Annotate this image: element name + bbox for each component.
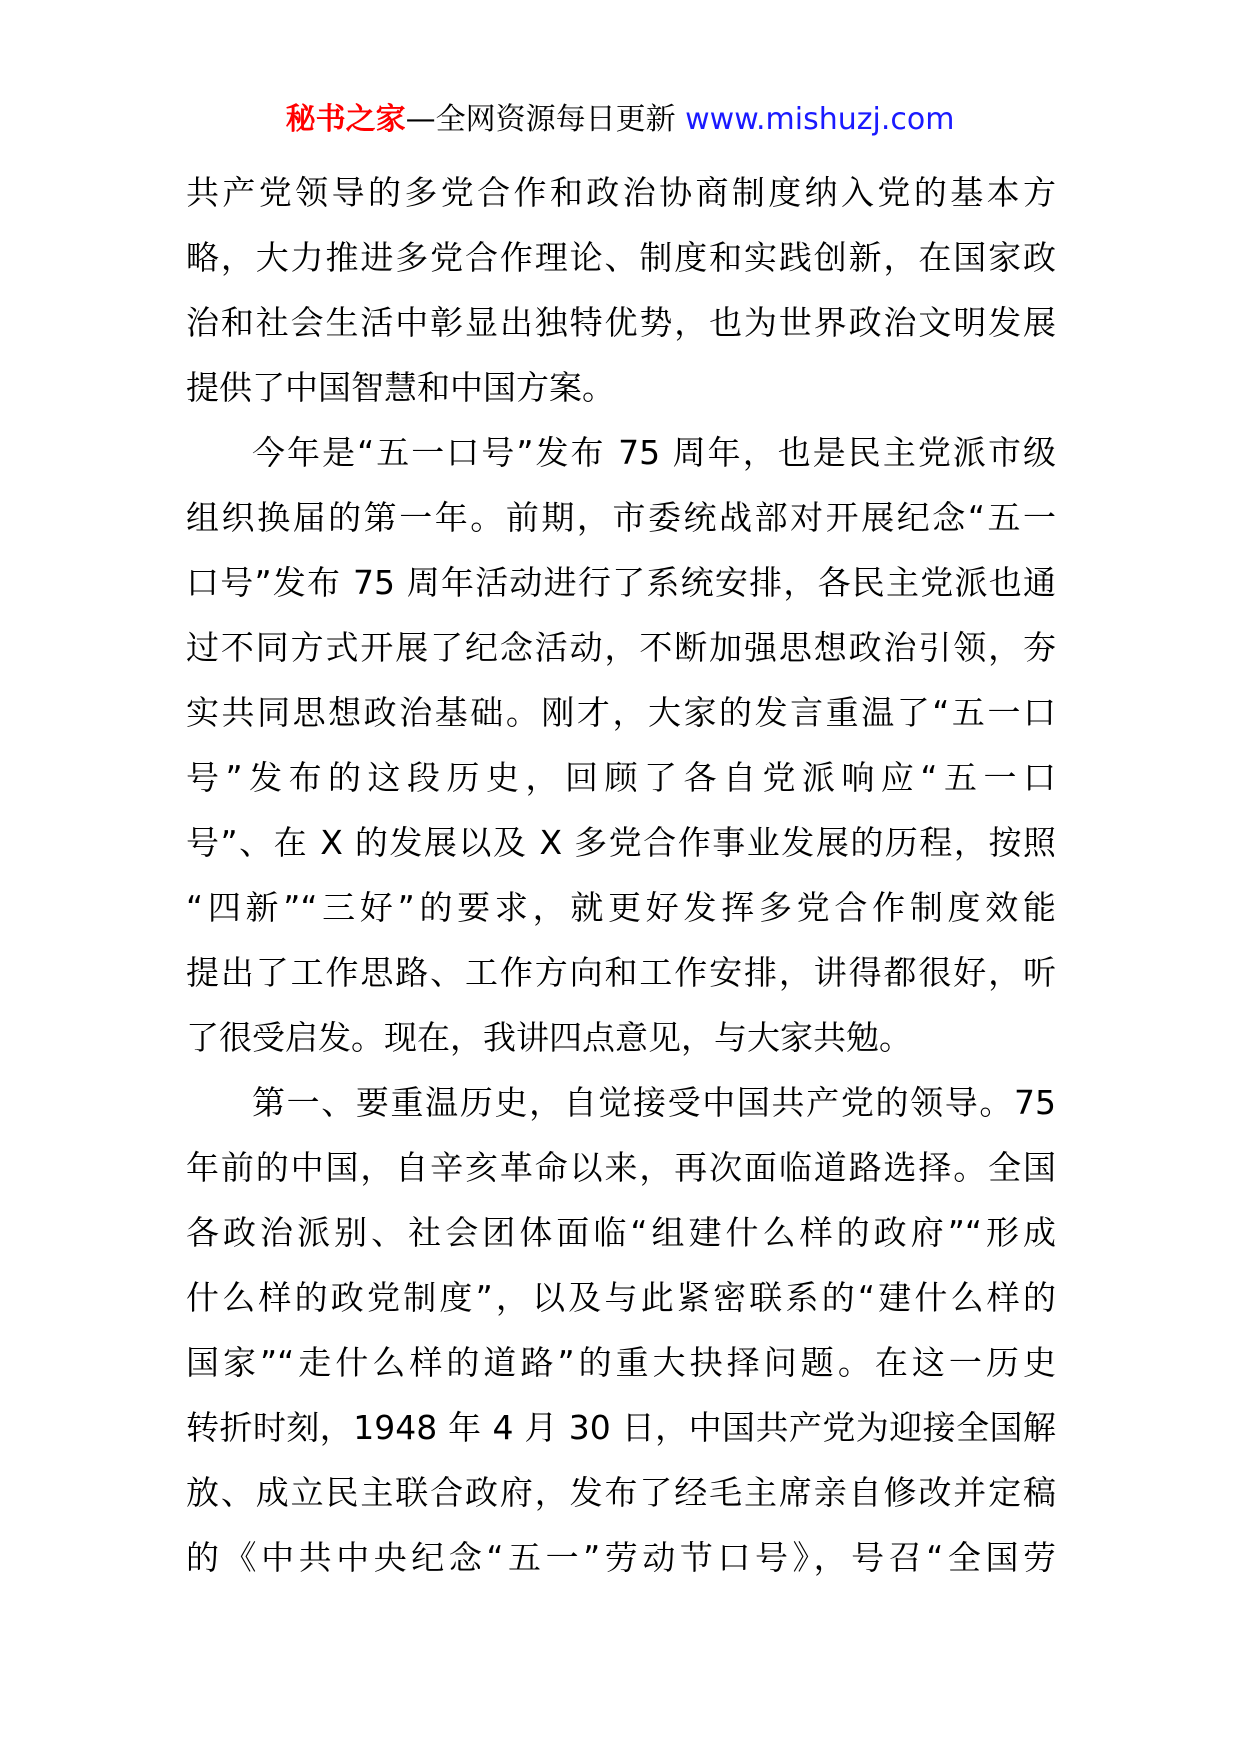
text-line: 号”、在 X 的发展以及 X 多党合作事业发展的历程，按照	[186, 823, 1056, 862]
text-line: 号”发布的这段历史，回顾了各自党派响应“五一口	[186, 758, 1056, 797]
site-url-link[interactable]: www.mishuzj.com	[685, 102, 955, 137]
text-line: 实共同思想政治基础。刚才，大家的发言重温了“五一口	[186, 693, 1056, 732]
text-line: 略，大力推进多党合作理论、制度和实践创新，在国家政	[186, 238, 1056, 277]
text-line: 共产党领导的多党合作和政治协商制度纳入党的基本方	[186, 173, 1056, 212]
text-line: 组织换届的第一年。前期，市委统战部对开展纪念“五一	[186, 498, 1056, 537]
text-line: 提供了中国智慧和中国方案。	[186, 368, 615, 407]
text-line: 的《中共中央纪念“五一”劳动节口号》，号召“全国劳	[186, 1538, 1056, 1577]
text-line: 年前的中国，自辛亥革命以来，再次面临道路选择。全国	[186, 1148, 1056, 1187]
text-line: 过不同方式开展了纪念活动，不断加强思想政治引领，夯	[186, 628, 1056, 667]
text-line: 了很受启发。现在，我讲四点意见，与大家共勉。	[186, 1018, 912, 1057]
text-line: 今年是“五一口号”发布 75 周年，也是民主党派市级	[252, 433, 1056, 472]
site-tagline: —全网资源每日更新	[405, 102, 686, 137]
text-line: 转折时刻，1948 年 4 月 30 日，中国共产党为迎接全国解	[186, 1408, 1056, 1447]
text-line: 放、成立民主联合政府，发布了经毛主席亲自修改并定稿	[186, 1473, 1056, 1512]
text-line: “四新”“三好”的要求，就更好发挥多党合作制度效能	[186, 888, 1056, 927]
text-line: 各政治派别、社会团体面临“组建什么样的政府”“形成	[186, 1213, 1056, 1252]
site-header	[0, 100, 1240, 140]
document-body	[186, 160, 1056, 1590]
site-brand: 秘书之家	[285, 102, 406, 137]
text-line: 什么样的政党制度”，以及与此紧密联系的“建什么样的	[186, 1278, 1056, 1317]
text-line: 国家”“走什么样的道路”的重大抉择问题。在这一历史	[186, 1343, 1056, 1382]
text-line: 口号”发布 75 周年活动进行了系统安排，各民主党派也通	[186, 563, 1056, 602]
text-line: 提出了工作思路、工作方向和工作安排，讲得都很好，听	[186, 953, 1056, 992]
text-line: 第一、要重温历史，自觉接受中国共产党的领导。75	[252, 1083, 1056, 1122]
text-line: 治和社会生活中彰显出独特优势，也为世界政治文明发展	[186, 303, 1056, 342]
